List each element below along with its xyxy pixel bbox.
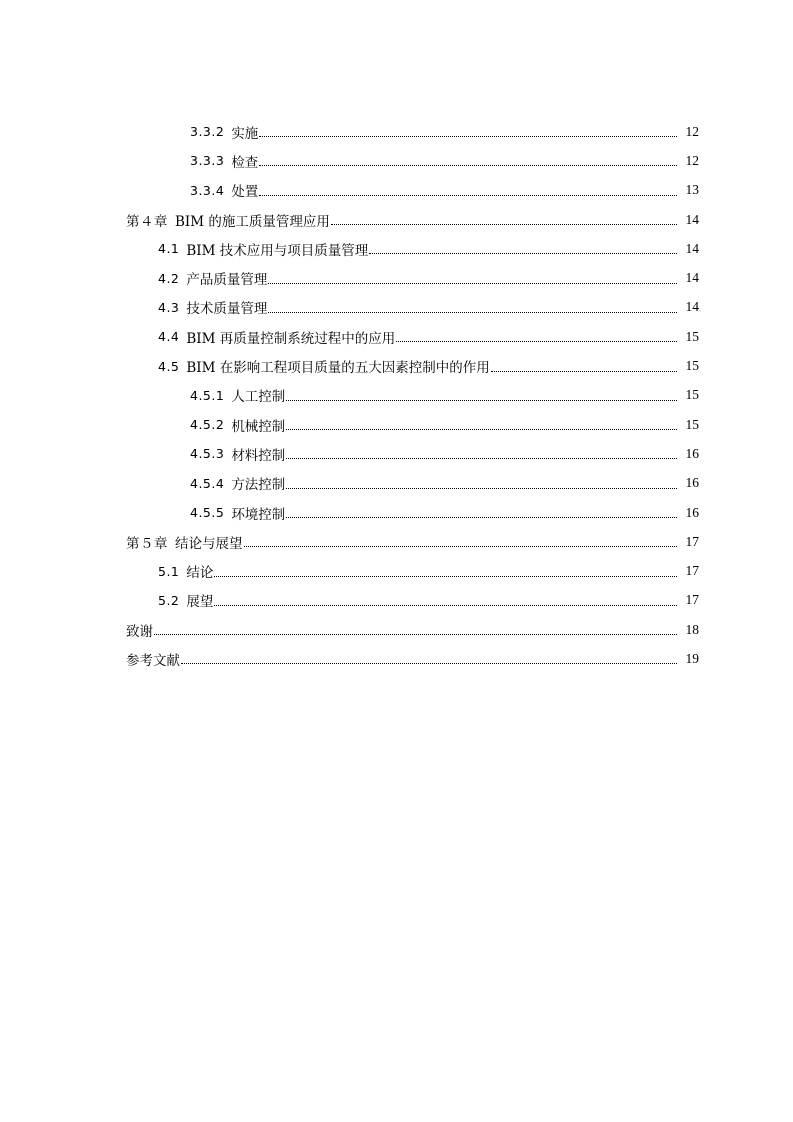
toc-entry-title: 参考文献 (126, 652, 180, 669)
toc-entry-4-1[interactable] (0, 234, 699, 263)
toc-entry-number: 4.4 (158, 329, 180, 345)
toc-entry-number: 4.5.4 (190, 475, 225, 491)
toc-entry-number: 5.1 (158, 563, 180, 579)
dot-leader (244, 546, 678, 547)
toc-entry-number: 3.3.4 (190, 182, 225, 198)
dot-leader (286, 429, 677, 430)
dot-leader (259, 195, 677, 196)
dot-leader (214, 605, 677, 606)
toc-entry-number: 4.2 (158, 270, 180, 286)
table-of-contents (0, 117, 793, 674)
toc-entry-title: 处置 (231, 184, 259, 201)
toc-entry-page: 15 (685, 328, 699, 344)
toc-entry-title: 结论 (186, 565, 214, 582)
dot-leader (396, 341, 677, 342)
toc-entry-page: 15 (685, 387, 699, 403)
toc-entry-title: 环境控制 (231, 506, 286, 523)
toc-entry-title: 结论与展望 (175, 535, 243, 552)
toc-entry-title: 人工控制 (231, 389, 286, 406)
toc-entry-page: 12 (685, 152, 699, 168)
toc-entry-title: 产品质量管理 (186, 272, 268, 289)
toc-entry-title: 实施 (231, 125, 259, 142)
toc-entry-number: 4.5.3 (190, 446, 225, 462)
toc-entry-number: 5.2 (158, 592, 180, 608)
toc-entry-title: 致谢 (126, 623, 153, 640)
toc-entry-page: 16 (685, 475, 699, 491)
toc-entry-page: 14 (685, 270, 699, 286)
toc-entry-4-5-2[interactable] (0, 410, 699, 439)
toc-entry-page: 18 (685, 621, 699, 637)
toc-entry-title: BIM 的施工质量管理应用 (175, 213, 330, 230)
toc-entry-references[interactable] (0, 644, 699, 673)
toc-entry-page: 14 (685, 211, 699, 227)
toc-entry-page: 14 (685, 240, 699, 256)
toc-entry-page: 16 (685, 504, 699, 520)
dot-leader (181, 663, 677, 664)
dot-leader (286, 517, 677, 518)
toc-entry-number: 3.3.3 (190, 153, 225, 169)
toc-entry-number: 4.5.1 (190, 387, 225, 403)
dot-leader (286, 400, 677, 401)
dot-leader (259, 165, 677, 166)
toc-entry-4-3[interactable] (0, 293, 699, 322)
toc-entry-4-5-4[interactable] (0, 469, 699, 498)
toc-entry-page: 16 (685, 445, 699, 461)
toc-entry-5-2[interactable] (0, 586, 699, 615)
toc-entry-page: 15 (685, 416, 699, 432)
toc-entry-number: 4.1 (158, 241, 180, 257)
toc-entry-4-5-5[interactable] (0, 498, 699, 527)
toc-entry-page: 14 (685, 299, 699, 315)
dot-leader (259, 136, 677, 137)
dot-leader (491, 371, 677, 372)
toc-entry-title: BIM 技术应用与项目质量管理 (186, 242, 369, 259)
toc-entry-number: 4.5.2 (190, 417, 225, 433)
toc-entry-page: 13 (685, 182, 699, 198)
dot-leader (268, 283, 677, 284)
toc-entry-4-5-1[interactable] (0, 381, 699, 410)
toc-entry-4-2[interactable] (0, 263, 699, 292)
toc-entry-acknowledgements[interactable] (0, 615, 699, 644)
toc-entry-chapter-4[interactable] (0, 205, 699, 234)
toc-entry-3-3-2[interactable] (0, 117, 699, 146)
toc-entry-page: 19 (685, 650, 699, 666)
toc-entry-number: 4.5 (158, 358, 180, 374)
toc-entry-title: 技术质量管理 (186, 301, 268, 318)
toc-chapter-number: 第５章 (126, 535, 168, 552)
toc-entry-number: 3.3.2 (190, 124, 225, 140)
dot-leader (286, 458, 677, 459)
dot-leader (331, 224, 677, 225)
toc-entry-title: 材料控制 (231, 447, 286, 464)
toc-entry-title: BIM 在影响工程项目质量的五大因素控制中的作用 (186, 360, 490, 377)
toc-entry-3-3-3[interactable] (0, 146, 699, 175)
toc-entry-title: BIM 再质量控制系统过程中的应用 (186, 330, 396, 347)
toc-entry-page: 17 (685, 533, 699, 549)
toc-entry-title: 检查 (231, 154, 259, 171)
toc-entry-4-5[interactable] (0, 351, 699, 380)
toc-entry-number: 4.5.5 (190, 505, 225, 520)
toc-entry-number: 4.3 (158, 299, 180, 315)
dot-leader (214, 576, 677, 577)
toc-entry-page: 12 (685, 123, 699, 139)
toc-entry-4-5-3[interactable] (0, 439, 699, 468)
toc-entry-page: 17 (685, 592, 699, 608)
dot-leader (154, 634, 677, 635)
toc-entry-title: 方法控制 (231, 477, 286, 494)
dot-leader (268, 312, 677, 313)
dot-leader (286, 488, 677, 489)
toc-entry-chapter-5[interactable] (0, 527, 699, 556)
toc-entry-4-4[interactable] (0, 322, 699, 351)
toc-entry-page: 17 (685, 563, 699, 579)
toc-entry-title: 机械控制 (231, 418, 286, 435)
toc-entry-title: 展望 (186, 594, 214, 611)
toc-entry-3-3-4[interactable] (0, 176, 699, 205)
toc-entry-page: 15 (685, 358, 699, 374)
toc-entry-5-1[interactable] (0, 556, 699, 585)
dot-leader (369, 253, 677, 254)
toc-chapter-number: 第４章 (126, 213, 168, 230)
